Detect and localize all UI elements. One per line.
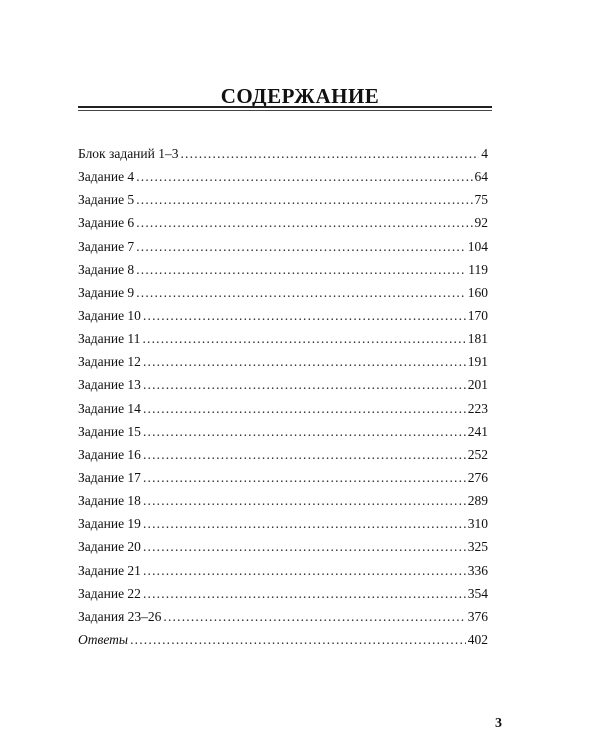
toc-leader-dots xyxy=(180,146,479,162)
toc-entry-page: 276 xyxy=(467,469,488,485)
toc-entry-page: 75 xyxy=(474,192,488,208)
toc-entry-label: Задание 13 xyxy=(78,377,141,393)
toc-entry-label: Задание 14 xyxy=(78,400,141,416)
toc-entry[interactable] xyxy=(78,563,488,586)
toc-entry-label: Задание 11 xyxy=(78,331,141,347)
toc-entry-label: Задание 9 xyxy=(78,284,135,300)
toc-entry[interactable] xyxy=(78,424,488,447)
toc-entry-page: 241 xyxy=(467,423,488,439)
toc-entry-page: 64 xyxy=(474,169,488,185)
toc-entry[interactable] xyxy=(78,331,488,354)
toc-entry[interactable] xyxy=(78,401,488,424)
toc-entry[interactable] xyxy=(78,169,488,192)
toc-entry-page: 181 xyxy=(467,331,488,347)
toc-entry-label: Задание 18 xyxy=(78,493,141,509)
toc-entry-answers[interactable] xyxy=(78,632,488,655)
toc-entry-label: Задание 20 xyxy=(78,539,141,555)
toc-entry[interactable] xyxy=(78,539,488,562)
toc-entry-label: Задание 10 xyxy=(78,307,141,323)
toc-entry-label: Задание 16 xyxy=(78,446,141,462)
toc-entry[interactable] xyxy=(78,285,488,308)
toc-leader-dots xyxy=(136,285,466,301)
toc-entry-label: Задание 6 xyxy=(78,215,135,231)
page-number: 3 xyxy=(495,716,502,731)
toc-entry[interactable] xyxy=(78,192,488,215)
toc-entry[interactable] xyxy=(78,609,488,632)
toc-entry-page: 336 xyxy=(467,562,488,578)
toc-entry-label: Задание 8 xyxy=(78,261,135,277)
toc-entry-page: 160 xyxy=(467,284,488,300)
toc-entry[interactable] xyxy=(78,447,488,470)
toc-entry-label: Задание 19 xyxy=(78,516,141,532)
toc-leader-dots xyxy=(143,539,466,555)
toc-entry-page: 4 xyxy=(481,146,488,161)
toc-entry-label: Задание 7 xyxy=(78,238,135,254)
table-of-contents xyxy=(78,146,488,655)
toc-entry-page: 92 xyxy=(474,215,488,231)
toc-leader-dots xyxy=(143,377,466,393)
toc-entry-label: Задания 23–26 xyxy=(78,608,162,624)
toc-entry-page: 104 xyxy=(467,238,488,254)
toc-entry-label: Задание 15 xyxy=(78,423,141,439)
toc-entry[interactable] xyxy=(78,377,488,400)
toc-leader-dots xyxy=(143,493,466,509)
toc-entry[interactable] xyxy=(78,262,488,285)
toc-entry-label: Задание 4 xyxy=(78,169,135,185)
toc-entry-page: 170 xyxy=(467,307,488,323)
toc-leader-dots xyxy=(143,516,466,532)
toc-leader-dots xyxy=(143,447,466,463)
toc-entry-page: 119 xyxy=(468,261,488,277)
toc-entry-label: Задание 17 xyxy=(78,469,141,485)
toc-entry-page: 252 xyxy=(467,446,488,462)
toc-entry-page: 223 xyxy=(467,400,488,416)
toc-leader-dots xyxy=(142,331,465,347)
toc-entry-label: Задание 22 xyxy=(78,585,141,601)
toc-entry-label: Задание 5 xyxy=(78,192,135,208)
toc-entry[interactable] xyxy=(78,239,488,262)
toc-leader-dots xyxy=(143,563,466,579)
toc-entry-page: 354 xyxy=(467,585,488,601)
toc-entry[interactable] xyxy=(78,493,488,516)
toc-leader-dots xyxy=(143,470,466,486)
toc-leader-dots xyxy=(130,632,466,648)
toc-entry-page: 402 xyxy=(467,631,488,647)
toc-entry[interactable] xyxy=(78,146,488,169)
toc-entry[interactable] xyxy=(78,516,488,539)
toc-entry-page: 289 xyxy=(467,493,488,509)
toc-entry-label: Блок заданий 1–3 xyxy=(78,146,179,161)
toc-entry-page: 201 xyxy=(467,377,488,393)
toc-leader-dots xyxy=(136,169,472,185)
toc-entry-page: 325 xyxy=(467,539,488,555)
toc-leader-dots xyxy=(163,609,465,625)
toc-leader-dots xyxy=(143,354,466,370)
toc-entry[interactable] xyxy=(78,215,488,238)
toc-entry[interactable] xyxy=(78,308,488,331)
toc-entry-label: Задание 21 xyxy=(78,562,141,578)
toc-leader-dots xyxy=(143,586,466,602)
toc-entry[interactable] xyxy=(78,586,488,609)
toc-entry-label: Ответы xyxy=(78,631,129,647)
toc-leader-dots xyxy=(143,308,466,324)
toc-leader-dots xyxy=(136,239,466,255)
toc-entry-page: 376 xyxy=(467,608,488,624)
toc-leader-dots xyxy=(136,215,472,231)
toc-leader-dots xyxy=(136,192,472,208)
toc-entry-page: 310 xyxy=(467,516,488,532)
toc-leader-dots xyxy=(136,262,466,278)
toc-entry[interactable] xyxy=(78,470,488,493)
toc-leader-dots xyxy=(143,401,466,417)
title-rule xyxy=(78,106,492,111)
toc-entry-page: 191 xyxy=(467,354,488,370)
page-title: СОДЕРЖАНИЕ xyxy=(220,84,380,108)
toc-entry-label: Задание 12 xyxy=(78,354,141,370)
toc-entry[interactable] xyxy=(78,354,488,377)
toc-leader-dots xyxy=(143,424,466,440)
